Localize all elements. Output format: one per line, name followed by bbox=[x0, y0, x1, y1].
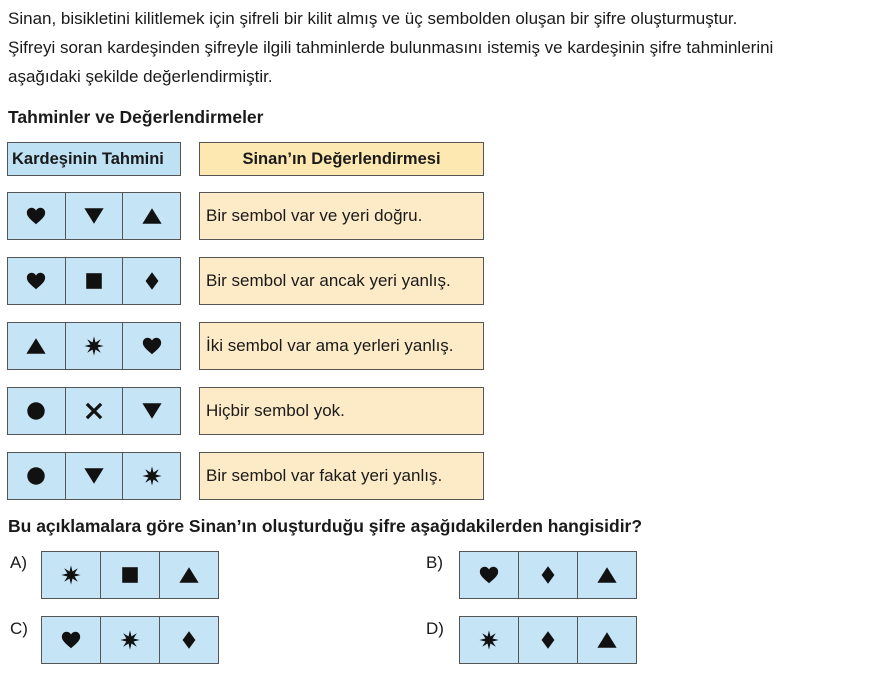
symbol-cell bbox=[460, 552, 519, 598]
triangle-down-icon bbox=[141, 400, 163, 422]
star-icon bbox=[119, 629, 141, 651]
symbol-cell bbox=[8, 388, 66, 434]
option-d-symbols[interactable] bbox=[459, 616, 637, 664]
symbol-cell bbox=[42, 552, 101, 598]
symbol-cell bbox=[519, 617, 578, 663]
star-icon bbox=[83, 335, 105, 357]
diamond-icon bbox=[178, 629, 200, 651]
triangle-up-icon bbox=[25, 335, 47, 357]
symbol-cell bbox=[8, 323, 66, 369]
guess-symbols bbox=[7, 192, 181, 240]
option-c-symbols[interactable] bbox=[41, 616, 219, 664]
symbol-cell bbox=[66, 258, 124, 304]
diamond-icon bbox=[537, 629, 559, 651]
guess-column-header: Kardeşinin Tahmini bbox=[7, 142, 181, 176]
symbol-cell bbox=[123, 388, 180, 434]
heart-icon bbox=[60, 629, 82, 651]
square-icon bbox=[83, 270, 105, 292]
evaluation-column-header: Sinan’ın Değerlendirmesi bbox=[199, 142, 484, 176]
triangle-up-icon bbox=[178, 564, 200, 586]
symbol-cell bbox=[66, 453, 124, 499]
evaluation-text: Bir sembol var ve yeri doğru. bbox=[199, 192, 484, 240]
symbol-cell bbox=[123, 258, 180, 304]
intro-line: aşağıdaki şekilde değerlendirmiştir. bbox=[8, 67, 273, 86]
symbol-cell bbox=[66, 388, 124, 434]
intro-line: Şifreyi soran kardeşinden şifreyle ilgili tahminlerde bulunmasını istemiş ve kardeşinin şifre tahminlerini bbox=[8, 38, 774, 57]
diamond-icon bbox=[537, 564, 559, 586]
option-c-label[interactable]: C) bbox=[10, 619, 28, 638]
cross-icon bbox=[83, 400, 105, 422]
heart-icon bbox=[25, 205, 47, 227]
symbol-cell bbox=[101, 552, 160, 598]
triangle-up-icon bbox=[596, 564, 618, 586]
symbol-cell bbox=[101, 617, 160, 663]
triangle-down-icon bbox=[83, 205, 105, 227]
evaluation-text: Hiçbir sembol yok. bbox=[199, 387, 484, 435]
problem-intro bbox=[8, 4, 868, 91]
question-text: Bu açıklamalara göre Sinan’ın oluşturduğu şifre aşağıdakilerden hangisidir? bbox=[8, 516, 643, 536]
guess-symbols bbox=[7, 452, 181, 500]
guess-symbols bbox=[7, 322, 181, 370]
circle-icon bbox=[25, 465, 47, 487]
option-a-symbols[interactable] bbox=[41, 551, 219, 599]
star-icon bbox=[478, 629, 500, 651]
symbol-cell bbox=[123, 453, 180, 499]
option-d-label[interactable]: D) bbox=[426, 619, 444, 638]
symbol-cell bbox=[460, 617, 519, 663]
symbol-cell bbox=[66, 193, 124, 239]
symbol-cell bbox=[160, 552, 218, 598]
option-b-label[interactable]: B) bbox=[426, 553, 443, 572]
diamond-icon bbox=[141, 270, 163, 292]
star-icon bbox=[141, 465, 163, 487]
triangle-up-icon bbox=[141, 205, 163, 227]
star-icon bbox=[60, 564, 82, 586]
symbol-cell bbox=[8, 258, 66, 304]
symbol-cell bbox=[519, 552, 578, 598]
option-b-symbols[interactable] bbox=[459, 551, 637, 599]
symbol-cell bbox=[8, 193, 66, 239]
intro-line: Sinan, bisikletini kilitlemek için şifreli bir kilit almış ve üç sembolden oluşan bir şifre oluşturmuştur. bbox=[8, 9, 738, 28]
heart-icon bbox=[478, 564, 500, 586]
symbol-cell bbox=[578, 552, 636, 598]
square-icon bbox=[119, 564, 141, 586]
evaluation-text: Bir sembol var ancak yeri yanlış. bbox=[199, 257, 484, 305]
symbol-cell bbox=[578, 617, 636, 663]
symbol-cell bbox=[160, 617, 218, 663]
evaluation-text: İki sembol var ama yerleri yanlış. bbox=[199, 322, 484, 370]
section-heading: Tahminler ve Değerlendirmeler bbox=[8, 107, 264, 127]
circle-icon bbox=[25, 400, 47, 422]
heart-icon bbox=[25, 270, 47, 292]
symbol-cell bbox=[123, 323, 180, 369]
symbol-cell bbox=[8, 453, 66, 499]
guess-symbols bbox=[7, 257, 181, 305]
guess-symbols bbox=[7, 387, 181, 435]
symbol-cell bbox=[66, 323, 124, 369]
symbol-cell bbox=[42, 617, 101, 663]
symbol-cell bbox=[123, 193, 180, 239]
option-a-label[interactable]: A) bbox=[10, 553, 27, 572]
evaluation-text: Bir sembol var fakat yeri yanlış. bbox=[199, 452, 484, 500]
triangle-down-icon bbox=[83, 465, 105, 487]
heart-icon bbox=[141, 335, 163, 357]
triangle-up-icon bbox=[596, 629, 618, 651]
